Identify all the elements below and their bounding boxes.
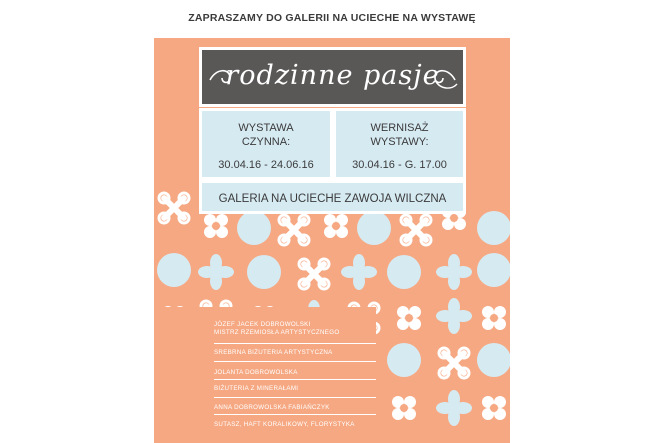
gallery-name: GALERIA NA UCIECHE ZAWOJA WILCZNA bbox=[218, 193, 447, 205]
artists-panel bbox=[154, 307, 376, 443]
title-banner bbox=[199, 47, 466, 107]
divider bbox=[214, 397, 376, 398]
divider bbox=[214, 361, 376, 362]
artist-item bbox=[214, 421, 376, 429]
header-text: ZAPRASZAMY DO GALERII NA UCIECHE NA WYSTAWĘ bbox=[188, 12, 476, 24]
exhibition-dates: 30.04.16 - 24.06.16 bbox=[218, 159, 314, 171]
divider bbox=[214, 414, 376, 415]
artist-line: ANNA DOBROWOLSKA FABIAŃCZYK bbox=[214, 404, 330, 411]
exhibition-dates-box bbox=[199, 108, 333, 180]
divider bbox=[214, 379, 376, 380]
exhibition-label-2: CZYNNA: bbox=[241, 136, 291, 148]
vernissage-datetime: 30.04.16 - G. 17.00 bbox=[352, 159, 447, 171]
artist-line: SREBRNA BIŻUTERIA ARTYSTYCZNA bbox=[214, 349, 333, 356]
header-band bbox=[154, 0, 510, 38]
divider bbox=[214, 343, 376, 344]
artist-line: BIŻUTERIA Z MINERAŁAMI bbox=[214, 385, 299, 392]
gallery-box bbox=[199, 180, 466, 214]
exhibition-label-1: WYSTAWA bbox=[238, 122, 294, 134]
artist-line: MISTRZ RZEMIOSŁA ARTYSTYCZNEGO bbox=[214, 329, 340, 336]
artist-item bbox=[214, 349, 376, 357]
artist-line: JÓZEF JACEK DOBROWOLSKI bbox=[214, 321, 311, 328]
artist-item bbox=[214, 369, 376, 377]
vernissage-label-2: WYSTAWY: bbox=[370, 136, 429, 148]
vernissage-label-1: WERNISAŻ bbox=[370, 122, 429, 134]
artist-item bbox=[214, 385, 376, 393]
poster bbox=[154, 0, 510, 443]
vernissage-box bbox=[333, 108, 466, 180]
artist-line: JOLANTA DOBROWOLSKA bbox=[214, 369, 298, 376]
exhibition-title: rodzinne pasje bbox=[225, 60, 440, 91]
artist-line: SUTASZ, HAFT KORALIKOWY, FLORYSTYKA bbox=[214, 421, 355, 428]
artist-item bbox=[214, 404, 376, 412]
artist-item bbox=[214, 321, 376, 337]
